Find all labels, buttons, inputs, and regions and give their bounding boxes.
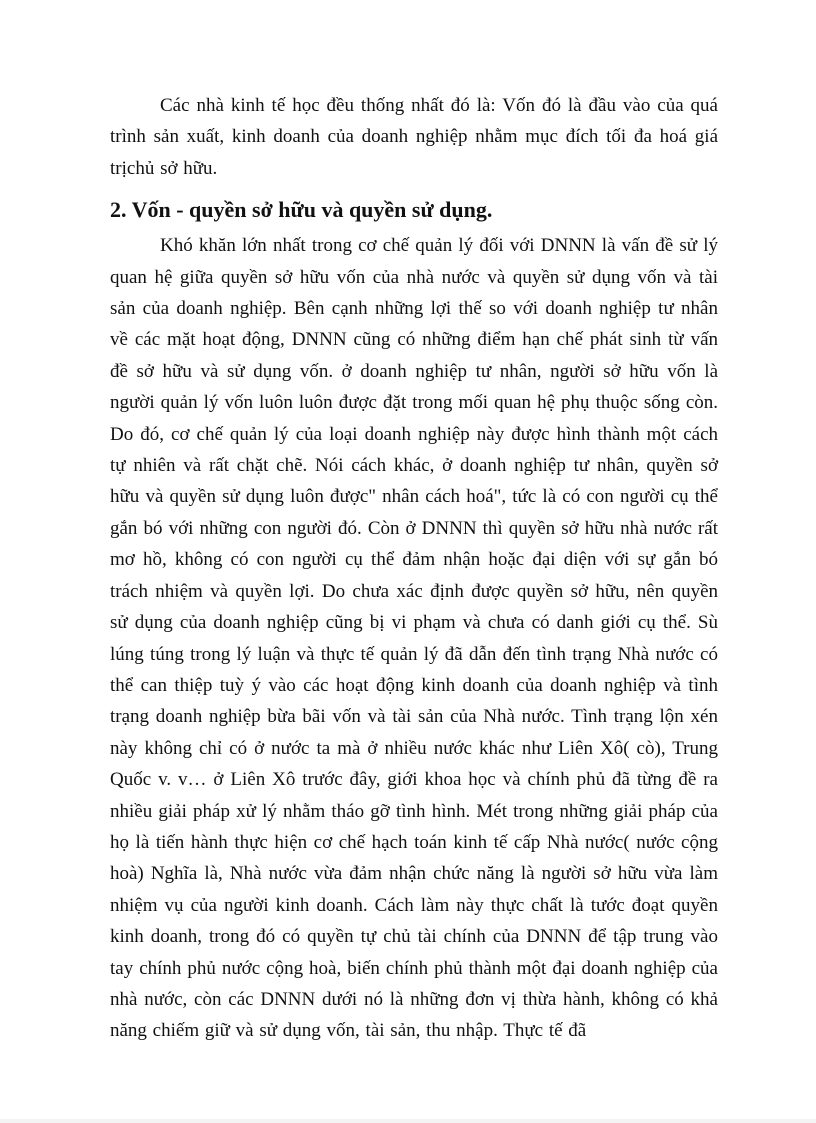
page-bottom-edge xyxy=(0,1119,816,1123)
paragraph-body: Khó khăn lớn nhất trong cơ chế quản lý đối với DNNN là vấn đề sử lý quan hệ giữa quyền sở hữu vốn của nhà nước và quyền sử dụng vốn và tài sản của doanh nghiệp. Bên cạnh những lợi thế so với doanh nghiệp tư nhân về các mặt hoạt động, DNNN cũng có những điểm hạn chế phát sinh từ vấn đề sở hữu và sử dụng vốn. ở doanh nghiệp tư nhân, người sở hữu vốn là người quản lý vốn luôn luôn được đặt trong mối quan hệ phụ thuộc sống còn. Do đó, cơ chế quản lý của loại doanh nghiệp này được hình thành một cách tự nhiên và rất chặt chẽ. Nói cách khác, ở doanh nghiệp tư nhân, quyền sở hữu và quyền sử dụng luôn được" nhân cách hoá", tức là có con người cụ thể gắn bó với những con người đó. Còn ở DNNN thì quyền sở hữu nhà nước rất mơ hồ, không có con người cụ thể đảm nhận hoặc đại diện với sự gắn bó trách nhiệm và quyền lợi. Do chưa xác định được quyền sở hữu, nên quyền sử dụng của doanh nghiệp cũng bị vi phạm và chưa có danh giới cụ thể. Sù lúng túng trong lý luận và thực tế quản lý đã dẫn đến tình trạng Nhà nước có thể can thiệp tuỳ ý vào các hoạt động kinh doanh của doanh nghiệp và tình trạng doanh nghiệp bừa bãi vốn và tài sản của Nhà nước. Tình trạng lộn xén này không chỉ có ở nước ta mà ở nhiều nước khác như Liên Xô( cò), Trung Quốc v. v… ở Liên Xô trước đây, giới khoa học và chính phủ đã từng đề ra nhiều giải pháp xử lý nhằm tháo gỡ tình hình. Mét trong những giải pháp của họ là tiến hành thực hiện cơ chế hạch toán kinh tế cấp Nhà nước( nước cộng hoà) Nghĩa là, Nhà nước vừa đảm nhận chức năng là người sở hữu vừa làm nhiệm vụ của người kinh doanh. Cách làm này thực chất là tước đoạt quyền kinh doanh, trong đó có quyền tự chủ tài chính của DNNN để tập trung vào tay chính phủ nước cộng hoà, biến chính phủ thành một đại doanh nghiệp của nhà nước, còn các DNNN dưới nó là những đơn vị thừa hành, không có khả năng chiếm giữ và sử dụng vốn, tài sản, thu nhập. Thực tế đã xyxy=(110,235,718,1042)
section-heading: 2. Vốn - quyền sở hữu và quyền sử dụng. xyxy=(110,197,493,223)
paragraph-intro: Các nhà kinh tế học đều thống nhất đó là: Vốn đó là đầu vào của quá trình sản xuất, kinh doanh của doanh nghiệp nhằm mục đích tối đa hoá giá trịchủ sở hữu. xyxy=(110,95,718,179)
